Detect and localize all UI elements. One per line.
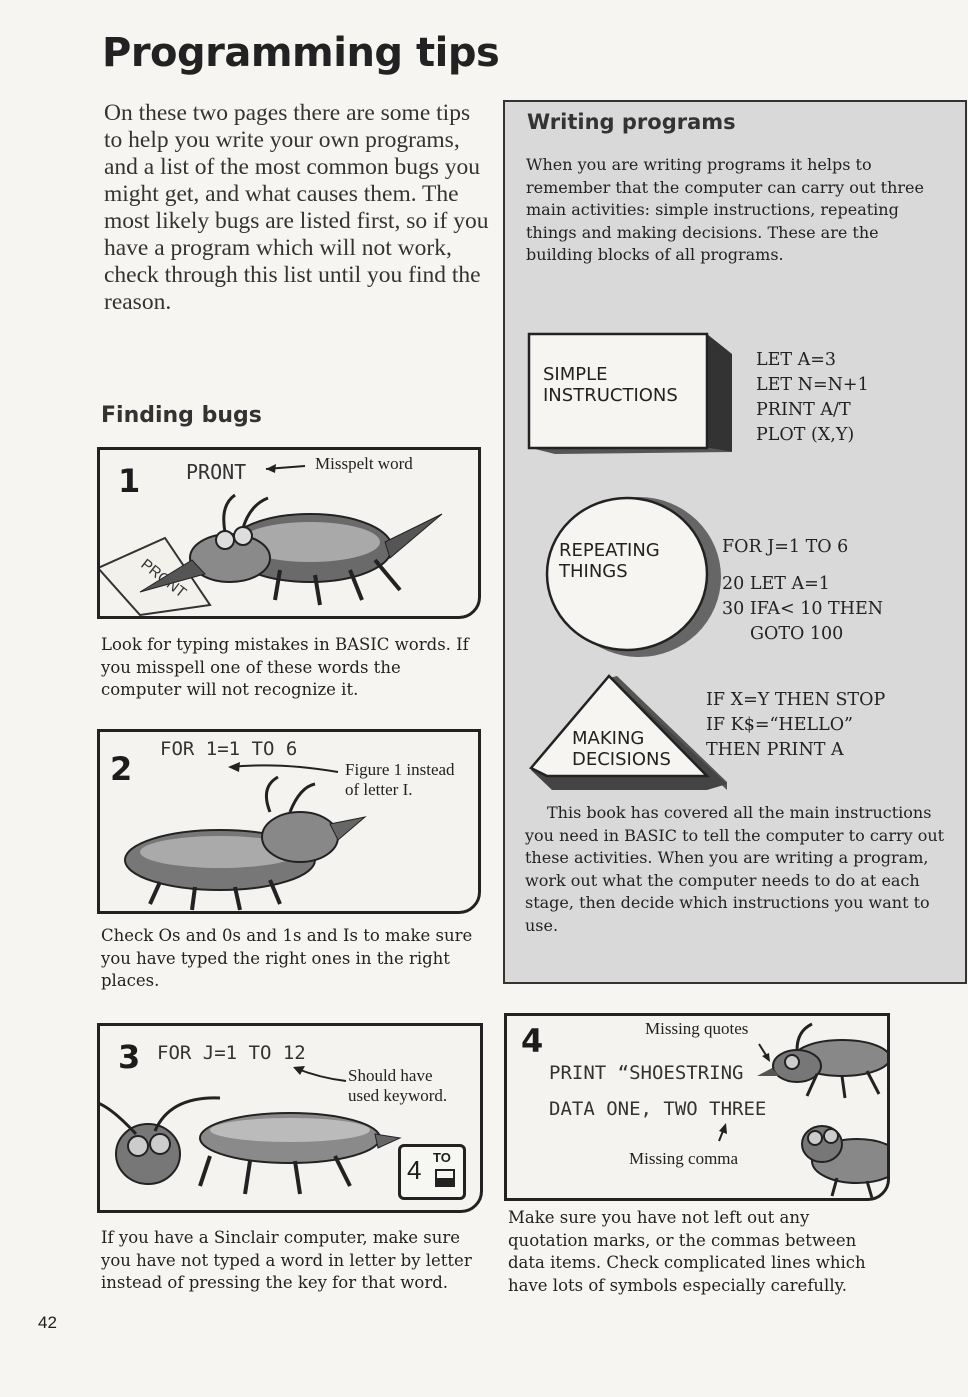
- block-code-line: FOR J=1 TO 6: [722, 537, 849, 557]
- block-code-line: PRINT A/T: [756, 400, 851, 420]
- panel-note: used keyword.: [348, 1086, 448, 1105]
- panel-note: Missing comma: [629, 1149, 739, 1168]
- block-label: REPEATING: [559, 540, 660, 561]
- block-label: INSTRUCTIONS: [543, 385, 678, 406]
- block-label: MAKING: [572, 728, 645, 749]
- block-code-line: LET A=3: [756, 350, 837, 370]
- bug-caption-2: Check Os and 0s and 1s and Is to make sure you have typed the right ones in the right places.: [101, 926, 473, 990]
- panel-note: Misspelt word: [315, 454, 413, 473]
- bug-panel-4: [504, 1013, 890, 1201]
- panel-number: 1: [118, 462, 141, 500]
- panel-code: PRINT “SHOESTRING: [549, 1062, 744, 1084]
- writing-programs-box: [503, 100, 967, 984]
- panel-note: of letter I.: [345, 780, 413, 799]
- block-code-line: LET N=N+1: [756, 375, 869, 395]
- block-label: SIMPLE: [543, 364, 608, 385]
- block-code-line: PLOT (X,Y): [756, 425, 855, 445]
- panel-number: 3: [118, 1038, 141, 1076]
- bug-caption-4: Make sure you have not left out any quotation marks, or the commas between data items. Check complicated lines which have lots of symbols especially carefully.: [508, 1208, 866, 1295]
- key-keyword: TO: [433, 1150, 451, 1165]
- block-code-line: GOTO 100: [750, 624, 844, 644]
- block-code-line: IF K$=“HELLO”: [706, 715, 854, 735]
- page-title: Programming tips: [102, 30, 500, 76]
- block-label: DECISIONS: [572, 749, 671, 770]
- page-number: 42: [38, 1313, 57, 1332]
- writing-programs-outro: This book has covered all the main instructions you need in BASIC to tell the computer to carry out these activities. When you are writing a program, work out what the computer needs to do at each stage, then decide which instructions you want to use.: [525, 803, 945, 935]
- block-label: THINGS: [559, 561, 628, 582]
- key-number: 4: [407, 1155, 422, 1185]
- block-code-line: IF X=Y THEN STOP: [706, 690, 886, 710]
- panel-code: FOR 1=1 TO 6: [160, 738, 298, 760]
- panel-number: 2: [110, 750, 133, 788]
- bug-panel-3: [97, 1023, 483, 1213]
- bug-illustration: [100, 732, 478, 911]
- block-code-line: 30 IFA< 10 THEN: [722, 599, 884, 619]
- block-code-line: THEN PRINT A: [706, 740, 844, 760]
- panel-note: Missing quotes: [645, 1019, 749, 1038]
- block-code-line: 20 LET A=1: [722, 574, 830, 594]
- panel-code: PRONT: [186, 460, 247, 484]
- panel-number: 4: [521, 1022, 544, 1060]
- panel-code: FOR J=1 TO 12: [157, 1042, 306, 1064]
- bug-illustration: [100, 450, 478, 616]
- bug-illustration: [100, 1026, 480, 1210]
- writing-programs-intro: When you are writing programs it helps to remember that the computer can carry out three main activities: simple instructions, repeating things and making decisions. These are the building blocks of all programs.: [526, 155, 924, 264]
- panel-note: Figure 1 instead: [345, 760, 455, 779]
- intro-paragraph: On these two pages there are some tips to help you write your own programs, and a list of the most common bugs you might get, and what causes them. The most likely bugs are listed first, so if you have a program which will not work, check through this list until you find the reason.: [104, 100, 489, 315]
- bug-panel-2: [97, 729, 481, 914]
- bug-caption-3: If you have a Sinclair computer, make sure you have not typed a word in letter by letter instead of pressing the key for that word.: [101, 1228, 472, 1292]
- bug-caption-1: Look for typing mistakes in BASIC words. If you misspell one of these words the computer will not recognize it.: [101, 635, 469, 699]
- finding-bugs-heading: Finding bugs: [101, 403, 262, 428]
- bug-illustration: [507, 1016, 887, 1198]
- bug-panel-1: [97, 447, 481, 619]
- panel-code: DATA ONE, TWO THREE: [549, 1098, 767, 1120]
- panel-note: Should have: [348, 1066, 433, 1085]
- writing-programs-heading: Writing programs: [527, 110, 736, 134]
